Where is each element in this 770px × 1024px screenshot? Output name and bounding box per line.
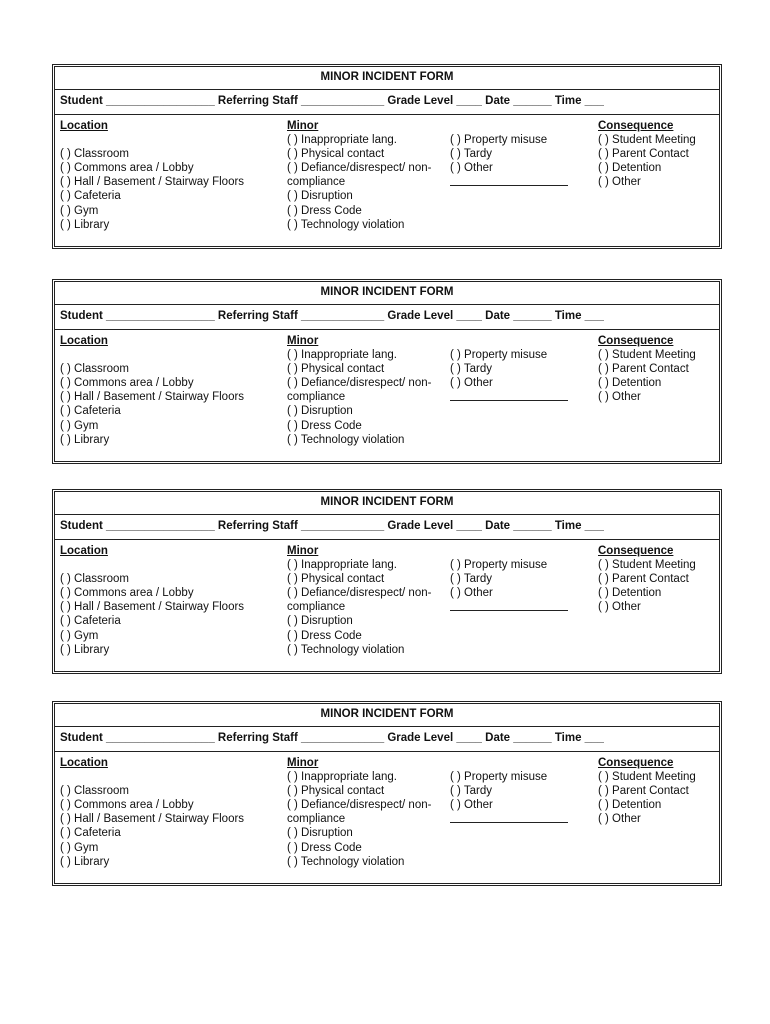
location-option[interactable]: ( ) Library [60,218,110,231]
location-option[interactable]: ( ) Hall / Basement / Stairway Floors [60,176,245,189]
location-option[interactable]: ( ) Cafeteria [60,615,121,628]
form-info-line[interactable]: Student _________________ Referring Staff _____________ Grade Level ____ Date ______ Time ___ [55,727,719,752]
form-title: MINOR INCIDENT FORM [55,282,719,305]
minor-option[interactable]: ( ) Physical contact [287,785,385,798]
minor-option[interactable]: ( ) Inappropriate lang. [287,134,397,147]
minor-column [287,544,431,657]
other-blank-line[interactable] [450,812,568,823]
location-option[interactable]: ( ) Cafeteria [60,190,121,203]
location-option[interactable]: ( ) Classroom [60,148,130,161]
minor-option[interactable]: ( ) Disruption [287,615,353,628]
location-option[interactable]: ( ) Classroom [60,785,130,798]
consequence-option[interactable]: ( ) Parent Contact [598,785,689,798]
minor-option[interactable]: ( ) Inappropriate lang. [287,559,397,572]
location-column [60,119,244,232]
location-option[interactable]: ( ) Commons area / Lobby [60,587,194,600]
minor-extra-option[interactable]: ( ) Property misuse [450,134,548,146]
consequence-option[interactable]: ( ) Other [598,813,641,826]
minor-option-continued: compliance [287,176,346,189]
consequence-header: Consequence [598,545,674,557]
minor-extra-option[interactable]: ( ) Other [450,377,493,390]
spacer [60,348,244,362]
location-column [60,334,244,447]
minor-header: Minor [287,335,319,347]
minor-header: Minor [287,757,319,769]
form-title: MINOR INCIDENT FORM [55,704,719,727]
minor-incident-form-4 [54,703,720,884]
minor-option[interactable]: ( ) Defiance/disrespect/ non- [287,587,432,600]
location-option[interactable]: ( ) Commons area / Lobby [60,162,194,175]
consequence-option[interactable]: ( ) Other [598,176,641,189]
location-option[interactable]: ( ) Gym [60,204,99,217]
location-option[interactable]: ( ) Hall / Basement / Stairway Floors [60,601,245,614]
location-option[interactable]: ( ) Commons area / Lobby [60,799,194,812]
consequence-header: Consequence [598,120,674,132]
other-blank-line[interactable] [450,390,568,401]
minor-incident-form-1 [54,66,720,247]
form-body [55,540,719,671]
minor-option-continued: compliance [287,601,346,614]
location-option[interactable]: ( ) Gym [60,629,99,642]
location-header: Location [60,757,108,769]
minor-option[interactable]: ( ) Dress Code [287,841,362,854]
consequence-option[interactable]: ( ) Detention [598,799,662,812]
location-column [60,756,244,869]
minor-incident-form-3 [54,491,720,672]
consequence-option[interactable]: ( ) Parent Contact [598,363,689,376]
consequence-option[interactable]: ( ) Parent Contact [598,573,689,586]
location-option[interactable]: ( ) Gym [60,419,99,432]
location-option[interactable]: ( ) Library [60,855,110,868]
minor-option[interactable]: ( ) Technology violation [287,218,405,231]
other-blank-line[interactable] [450,600,568,611]
consequence-column [598,544,696,614]
form-info-line[interactable]: Student _________________ Referring Staff _____________ Grade Level ____ Date ______ Time ___ [55,90,719,115]
minor-option[interactable]: ( ) Inappropriate lang. [287,771,397,784]
minor-option[interactable]: ( ) Inappropriate lang. [287,349,397,362]
minor-option[interactable]: ( ) Physical contact [287,148,385,161]
other-blank-line[interactable] [450,175,568,186]
location-column [60,544,244,657]
consequence-header: Consequence [598,335,674,347]
minor-header: Minor [287,120,319,132]
spacer [60,770,244,784]
minor-option[interactable]: ( ) Technology violation [287,643,405,656]
consequence-option[interactable]: ( ) Student Meeting [598,349,696,362]
consequence-column [598,756,696,826]
location-option[interactable]: ( ) Hall / Basement / Stairway Floors [60,813,245,826]
location-option[interactable]: ( ) Hall / Basement / Stairway Floors [60,391,245,404]
consequence-option[interactable]: ( ) Student Meeting [598,134,696,147]
minor-extra-column [450,348,568,401]
form-title: MINOR INCIDENT FORM [55,492,719,515]
minor-option[interactable]: ( ) Disruption [287,827,353,840]
location-option[interactable]: ( ) Library [60,433,110,446]
minor-option[interactable]: ( ) Physical contact [287,363,385,376]
minor-option[interactable]: ( ) Disruption [287,405,353,418]
minor-extra-option[interactable]: ( ) Tardy [450,573,492,586]
minor-extra-column [450,133,568,186]
minor-option[interactable]: ( ) Disruption [287,190,353,203]
location-header: Location [60,335,108,347]
form-body [55,115,719,246]
form-info-line[interactable]: Student _________________ Referring Staff _____________ Grade Level ____ Date ______ Time ___ [55,305,719,330]
consequence-column [598,334,696,404]
minor-extra-option[interactable]: ( ) Other [450,799,493,812]
minor-column [287,756,431,869]
location-option[interactable]: ( ) Classroom [60,573,130,586]
form-info-line[interactable]: Student _________________ Referring Staff _____________ Grade Level ____ Date ______ Time ___ [55,515,719,540]
consequence-column [598,119,696,189]
minor-extra-option[interactable]: ( ) Other [450,587,493,600]
consequence-option[interactable]: ( ) Other [598,391,641,404]
location-header: Location [60,545,108,557]
minor-extra-option[interactable]: ( ) Tardy [450,148,492,161]
consequence-option[interactable]: ( ) Detention [598,377,662,390]
consequence-header: Consequence [598,757,674,769]
location-option[interactable]: ( ) Commons area / Lobby [60,377,194,390]
minor-extra-column [450,770,568,823]
minor-extra-option[interactable]: ( ) Tardy [450,363,492,376]
location-option[interactable]: ( ) Classroom [60,363,130,376]
minor-extra-option[interactable]: ( ) Other [450,162,493,175]
location-option[interactable]: ( ) Cafeteria [60,405,121,418]
minor-column [287,119,431,232]
minor-option[interactable]: ( ) Dress Code [287,629,362,642]
minor-extra-option[interactable]: ( ) Property misuse [450,349,548,361]
minor-extra-option[interactable]: ( ) Tardy [450,785,492,798]
minor-option-continued: compliance [287,813,346,826]
consequence-option[interactable]: ( ) Detention [598,162,662,175]
minor-option[interactable]: ( ) Defiance/disrespect/ non- [287,377,432,390]
location-header: Location [60,120,108,132]
minor-incident-form-2 [54,281,720,462]
minor-option[interactable]: ( ) Dress Code [287,419,362,432]
minor-option[interactable]: ( ) Technology violation [287,433,405,446]
minor-extra-option[interactable]: ( ) Property misuse [450,559,548,571]
spacer [60,133,244,147]
minor-extra-option[interactable]: ( ) Property misuse [450,771,548,783]
minor-option[interactable]: ( ) Defiance/disrespect/ non- [287,162,432,175]
minor-option[interactable]: ( ) Technology violation [287,855,405,868]
form-body [55,752,719,883]
consequence-option[interactable]: ( ) Detention [598,587,662,600]
minor-header: Minor [287,545,319,557]
consequence-option[interactable]: ( ) Student Meeting [598,559,696,572]
location-option[interactable]: ( ) Cafeteria [60,827,121,840]
minor-option[interactable]: ( ) Physical contact [287,573,385,586]
form-body [55,330,719,461]
consequence-option[interactable]: ( ) Parent Contact [598,148,689,161]
minor-option[interactable]: ( ) Dress Code [287,204,362,217]
minor-option[interactable]: ( ) Defiance/disrespect/ non- [287,799,432,812]
minor-column [287,334,431,447]
form-title: MINOR INCIDENT FORM [55,67,719,90]
spacer [60,558,244,572]
minor-option-continued: compliance [287,391,346,404]
consequence-option[interactable]: ( ) Other [598,601,641,614]
location-option[interactable]: ( ) Library [60,643,110,656]
minor-extra-column [450,558,568,611]
location-option[interactable]: ( ) Gym [60,841,99,854]
consequence-option[interactable]: ( ) Student Meeting [598,771,696,784]
